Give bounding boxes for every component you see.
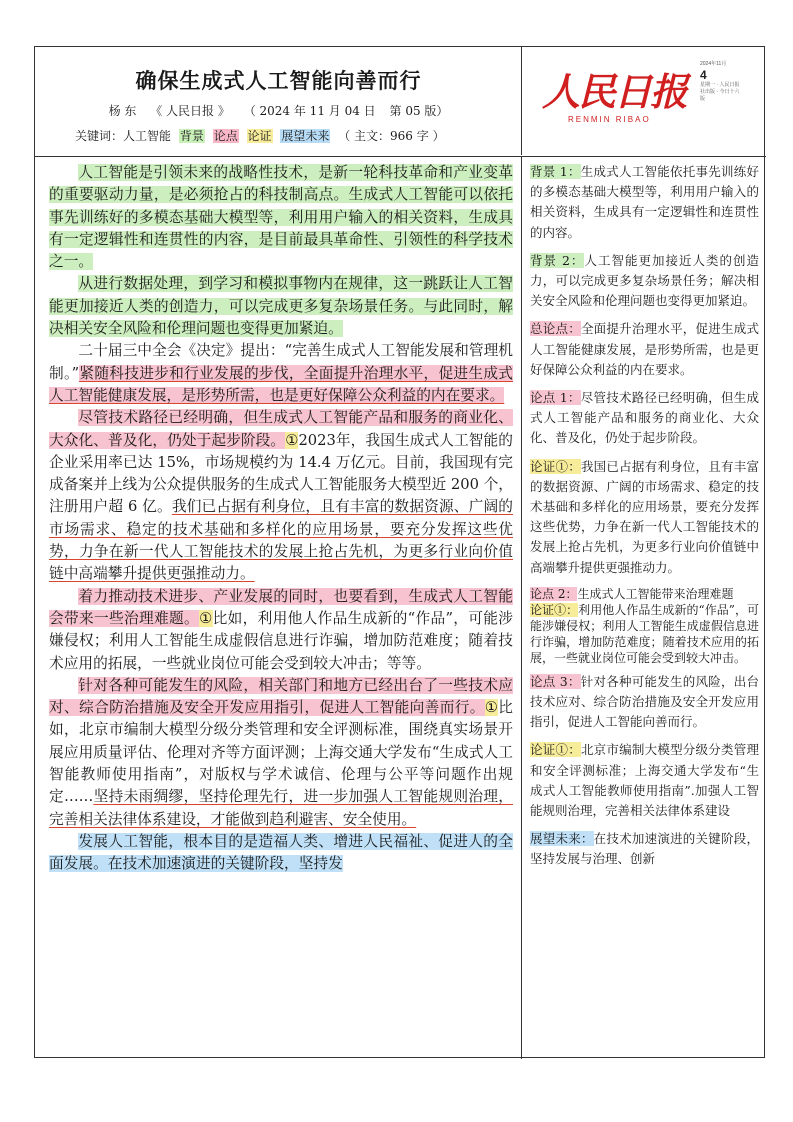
main-argument-highlight: 紧随科技进步和行业发展的步伐，全面提升治理水平，促进生成式人工智能健康发展，是形势所需，也是更好保障公众利益的内在要求。: [49, 364, 513, 404]
source: 《 人民日报 》: [150, 104, 230, 118]
background-highlight-3: 从进行数据处理，到学习和模拟事物内在规律，这一跳跃让人工智能更加接近人类的创造力，可以完成更多复杂场景任务。与此同时，解决相关安全风险和伦理问题也变得更加紧迫。: [49, 275, 513, 338]
note-label: 论点 3：: [530, 673, 581, 689]
note-text: 生成式人工智能依托事先训练好的多模态基础大模型等，利用用户输入的相关资料，生成具有一定逻辑性和连贯性的内容。: [530, 164, 759, 240]
legend-tag-evidence: 论证: [247, 129, 272, 143]
masthead-info: 星期一 · 人民日报社出版 · 今日十六版: [700, 82, 740, 102]
keywords-line: [75, 127, 449, 144]
note-text: 利用他人作品生成新的“作品”，可能涉嫌侵权；利用人工智能生成虚假信息进行诈骗，增加防范难度；随着技术应用的拓展，一些就业岗位可能会受到较大冲击。: [530, 602, 759, 665]
paragraph-6: [49, 675, 513, 831]
note-label: 论证①：: [530, 602, 579, 617]
note-label: 展望未来：: [530, 831, 594, 847]
note-argument-1: [530, 388, 759, 449]
argument-3-highlight: 针对各种可能发生的风险，相关部门和地方已经出台了一些技术应对、综合防治措施及安全开发应用指引，促进人工智能向善而行。: [49, 676, 513, 717]
date: （ 2024 年 11 月 04 日: [243, 104, 376, 118]
note-text: 在技术加速演进的关键阶段，坚持发展与治理、创新: [530, 831, 759, 867]
paragraph-7: [49, 831, 513, 876]
masthead-date-box: [700, 61, 744, 103]
background-highlight-1: 人工智能是引领未来的战略性技术，是新一轮科技革命和产业变革的重要驱动力量，是必须抢占的科技制高点。: [49, 164, 513, 204]
note-evidence-3: [530, 740, 759, 821]
note-label: 论证①：: [530, 742, 581, 758]
paragraph-3-text: 二十届三中全会《决定》提出：“完善生成式人工智能发展和管理机制。”: [49, 342, 513, 382]
article-body: [35, 157, 522, 1059]
paragraph-5-text: 比如，利用他人作品生成新的“作品”，可能涉嫌侵权；利用人工智能生成虚假信息进行诈骗，增加防范难度；随着技术应用的拓展，一些就业岗位可能会受到较大冲击；等等。: [49, 609, 513, 672]
paragraph-4: [49, 407, 513, 585]
legend-tag-argument: 论点: [213, 129, 238, 143]
byline: [35, 102, 522, 119]
evidence-marker: ①: [285, 431, 299, 449]
note-evidence-2: [530, 602, 759, 666]
paragraph-5: [49, 586, 513, 675]
evidence-1-underline: 我们已占据有利身位，且有丰富的数据资源、广阔的市场需求、稳定的技术基础和多样化的应用场景，要充分发挥这些优势，力争在新一代人工智能技术的发展上抢占先机，为更多行业向价值链中高端攀升提供更强推动力。: [49, 498, 513, 583]
note-label: 论点 2：: [530, 586, 578, 601]
header-info: [35, 47, 522, 155]
page-title: 确保生成式人工智能向善而行: [135, 68, 422, 93]
note-evidence-1: [530, 457, 759, 578]
evidence-marker: ①: [199, 609, 213, 627]
annotation-column: [522, 157, 765, 1059]
argument-2-highlight: 着力推动技术进步、产业发展的同时，也要看到，生成式人工智能会带来一些治理难题。: [49, 587, 513, 627]
evidence-marker: ①: [484, 699, 499, 717]
note-background-2: [530, 251, 759, 312]
word-count: （ 主文：966 字 ）: [338, 129, 445, 143]
paragraph-1: [49, 162, 513, 273]
paragraph-2: [49, 273, 513, 340]
note-argument-2: [530, 586, 759, 602]
evidence-3-underline: 坚持未雨绸缪，坚持伦理先行，进一步加强人工智能规则治理，完善相关法律体系建设，才能做到趋利避害、安全使用。: [49, 788, 513, 828]
note-text: 我国已占据有利身位，且有丰富的数据资源、广阔的市场需求、稳定的技术基础和多样化的应用场景，要充分发挥这些优势，力争在新一代人工智能技术的发展上抢占先机，为更多行业向价值链中高端攀升提供更强推动力。: [530, 458, 759, 575]
masthead-date: 2024年11月: [700, 61, 727, 67]
keywords-label: 关键词：人工智能: [75, 129, 172, 143]
paragraph-6-text: 比如，北京市编制大模型分级分类管理和安全评测标准，围绕真实场景开展应用质量评估、伦理对齐等方面评测；上海交通大学发布“生成式人工智能教师使用指南”，对版权与学术诚信、伦理与公平等问题作出规定……: [49, 699, 513, 806]
note-label: 背景 1：: [530, 164, 581, 179]
note-main-argument: [530, 319, 759, 380]
note-label: 论点 1：: [530, 390, 581, 406]
paragraph-3: [49, 340, 513, 407]
newspaper-logo-pinyin: RENMIN RIBAO: [568, 115, 651, 124]
note-text: 人工智能更加接近人类的创造力，可以完成更多复杂场景任务；解决相关安全风险和伦理问题也变得更加紧迫。: [530, 252, 759, 309]
note-label: 背景 2：: [530, 252, 585, 268]
author: 杨 东: [108, 104, 137, 118]
note-text: 北京市编制大模型分级分类管理和安全评测标准；上海交通大学发布“生成式人工智能教师使用指南”.加强人工智能规则治理，完善相关法律体系建设: [530, 742, 759, 819]
header: [35, 47, 766, 157]
note-text: 针对各种可能发生的风险，出台技术应对、综合防治措施及安全开发应用指引，促进人工智能向善而行。: [530, 673, 759, 730]
newspaper-logo: 人民日报: [542, 69, 687, 114]
outlook-highlight: 发展人工智能，根本目的是造福人类、增进人民福祉、促进人的全面发展。在技术加速演进的关键阶段，坚持发: [49, 832, 513, 873]
note-outlook: [530, 829, 759, 869]
page-number: 第 05 版）: [389, 104, 449, 118]
legend-tag-outlook: 展望未来: [281, 129, 330, 143]
note-label: 论证①：: [530, 458, 581, 474]
newspaper-masthead: [522, 47, 765, 155]
background-highlight-2: 生成式人工智能可以依托事先训练好的多模态基础大模型等，利用用户输入的相关资料，生成具有一定逻辑性和连贯性的内容，是目前最具革命性、引领性的科学技术之一。: [49, 186, 513, 271]
note-background-1: [530, 162, 759, 243]
legend-tag-background: 背景: [179, 129, 204, 143]
page-frame: [34, 46, 765, 1058]
masthead-day: 4: [700, 68, 707, 82]
paragraph-4-text: 2023年，我国生成式人工智能的企业采用率已达 15%，市场规模约为 14.4 万亿元。目前，我国现有完成备案并上线为公众提供服务的生成式人工智能服务大模型近 200 个，注册用户超 6 亿。: [49, 431, 513, 516]
note-label: 总论点：: [530, 321, 581, 337]
note-text: 全面提升治理水平，促进生成式人工智能健康发展，是形势所需，也是更好保障公众利益的内在要求。: [530, 321, 759, 377]
note-text: 尽管技术路径已经明确，但生成式人工智能产品和服务的商业化、大众化、普及化，仍处于起步阶段。: [530, 390, 759, 446]
note-argument-3: [530, 672, 759, 733]
argument-1-highlight: 尽管技术路径已经明确，但生成式人工智能产品和服务的商业化、大众化、普及化，仍处于起步阶段。: [49, 409, 513, 449]
note-text: 生成式人工智能带来治理难题: [577, 586, 734, 601]
